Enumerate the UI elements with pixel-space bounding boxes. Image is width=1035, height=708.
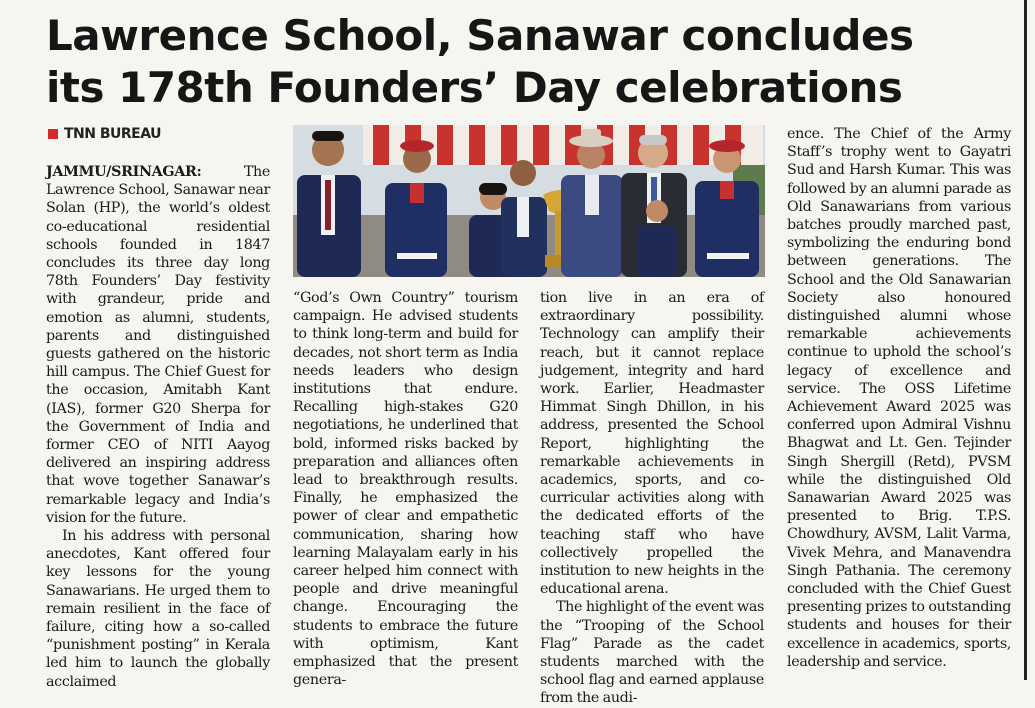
col2-paragraph-1: “God’s Own Country” tourism campaign. He advised students to think long-term and build for decades, not short term as India needs leaders who design institutions that endure. Recalling high-stakes G20 negotiations, he underlined that bold, informed risks backed by preparation and alliances often lead to breakthrough results. Finally, he emphasized the power of clear and empathetic communication, sharing how learning Malayalam early in his career helped him connect with people and drive meaningful change. Encouraging the students to embrace the future with optimism, Kant emphasized that the present genera-: [293, 290, 518, 689]
headline-line-1: Lawrence School, Sanawar concludes: [46, 11, 914, 60]
headline: [46, 10, 1021, 114]
col1-paragraph-2: In his address with personal anecdotes, Kant offered four key lessons for the young Sanawarians. He urged them to remain resilient in the face of failure, citing how a so-called “punishment posting” in Kerala led him to launch the globally acclaimed: [46, 528, 270, 690]
photo-students-and-guests: [293, 125, 765, 277]
page-edge-divider: [1024, 0, 1027, 680]
article-column-1: [46, 163, 270, 691]
article-photo: [293, 125, 765, 277]
headline-line-2: its 178th Founders’ Day celebrations: [46, 63, 903, 112]
article-column-3: [540, 289, 764, 708]
article-column-4: [787, 125, 1011, 671]
byline-marker-icon: [48, 129, 58, 139]
col3-paragraph-2: The highlight of the event was the “Trooping of the School Flag” Parade as the cadet students marched with the school flag and earned applause from the audi-: [540, 599, 764, 707]
col4-paragraph-1: ence. The Chief of the Army Staff’s trophy went to Gayatri Sud and Harsh Kumar. This was followed by an alumni parade as Old Sanawarians from various batches proudly marched past, symbolizing the enduring bond between generations. The School and the Old Sanawarian Society also honoured distinguished alumni whose remarkable achievements continue to uphold the school’s legacy of excellence and service. The OSS Lifetime Achievement Award 2025 was conferred upon Admiral Vishnu Bhagwat and Lt. Gen. Tejinder Singh Shergill (Retd), PVSM while the distinguished Old Sanawarian Award 2025 was presented to Brig. T.P.S. Chowdhury, AVSM, Lalit Varma, Vivek Mehra, and Manavendra Singh Pathania. The ceremony concluded with the Chief Guest presenting prizes to outstanding students and houses for their excellence in academics, sports, leadership and service.: [787, 126, 1011, 670]
byline: [48, 126, 161, 142]
article-column-2: [293, 289, 518, 689]
col3-paragraph-1: tion live in an era of extraordinary possibility. Technology can amplify their reach, but it cannot replace judgement, integrity and hard work. Earlier, Headmaster Himmat Singh Dhillon, in his address, presented the School Report, highlighting the remarkable achievements in academics, sports, and co-curricular activities along with the dedicated efforts of the teaching staff who have collectively propelled the institution to new heights in the educational arena.: [540, 290, 764, 598]
col1-paragraph-1: The Lawrence School, Sanawar near Solan (HP), the world’s oldest co-educational residential schools founded in 1847 concludes its three day long 78th Founders’ Day festivity with grandeur, pride and emotion as alumni, students, parents and distinguished guests gathered on the historic hill campus. The Chief Guest for the occasion, Amitabh Kant (IAS), former G20 Sherpa for the Government of India and former CEO of NITI Aayog delivered an inspiring address that wove together Sanawar’s remarkable legacy and India’s vision for the future.: [46, 164, 270, 526]
byline-text: TNN BUREAU: [64, 126, 162, 142]
dateline: JAMMU/SRINAGAR:: [46, 164, 202, 180]
